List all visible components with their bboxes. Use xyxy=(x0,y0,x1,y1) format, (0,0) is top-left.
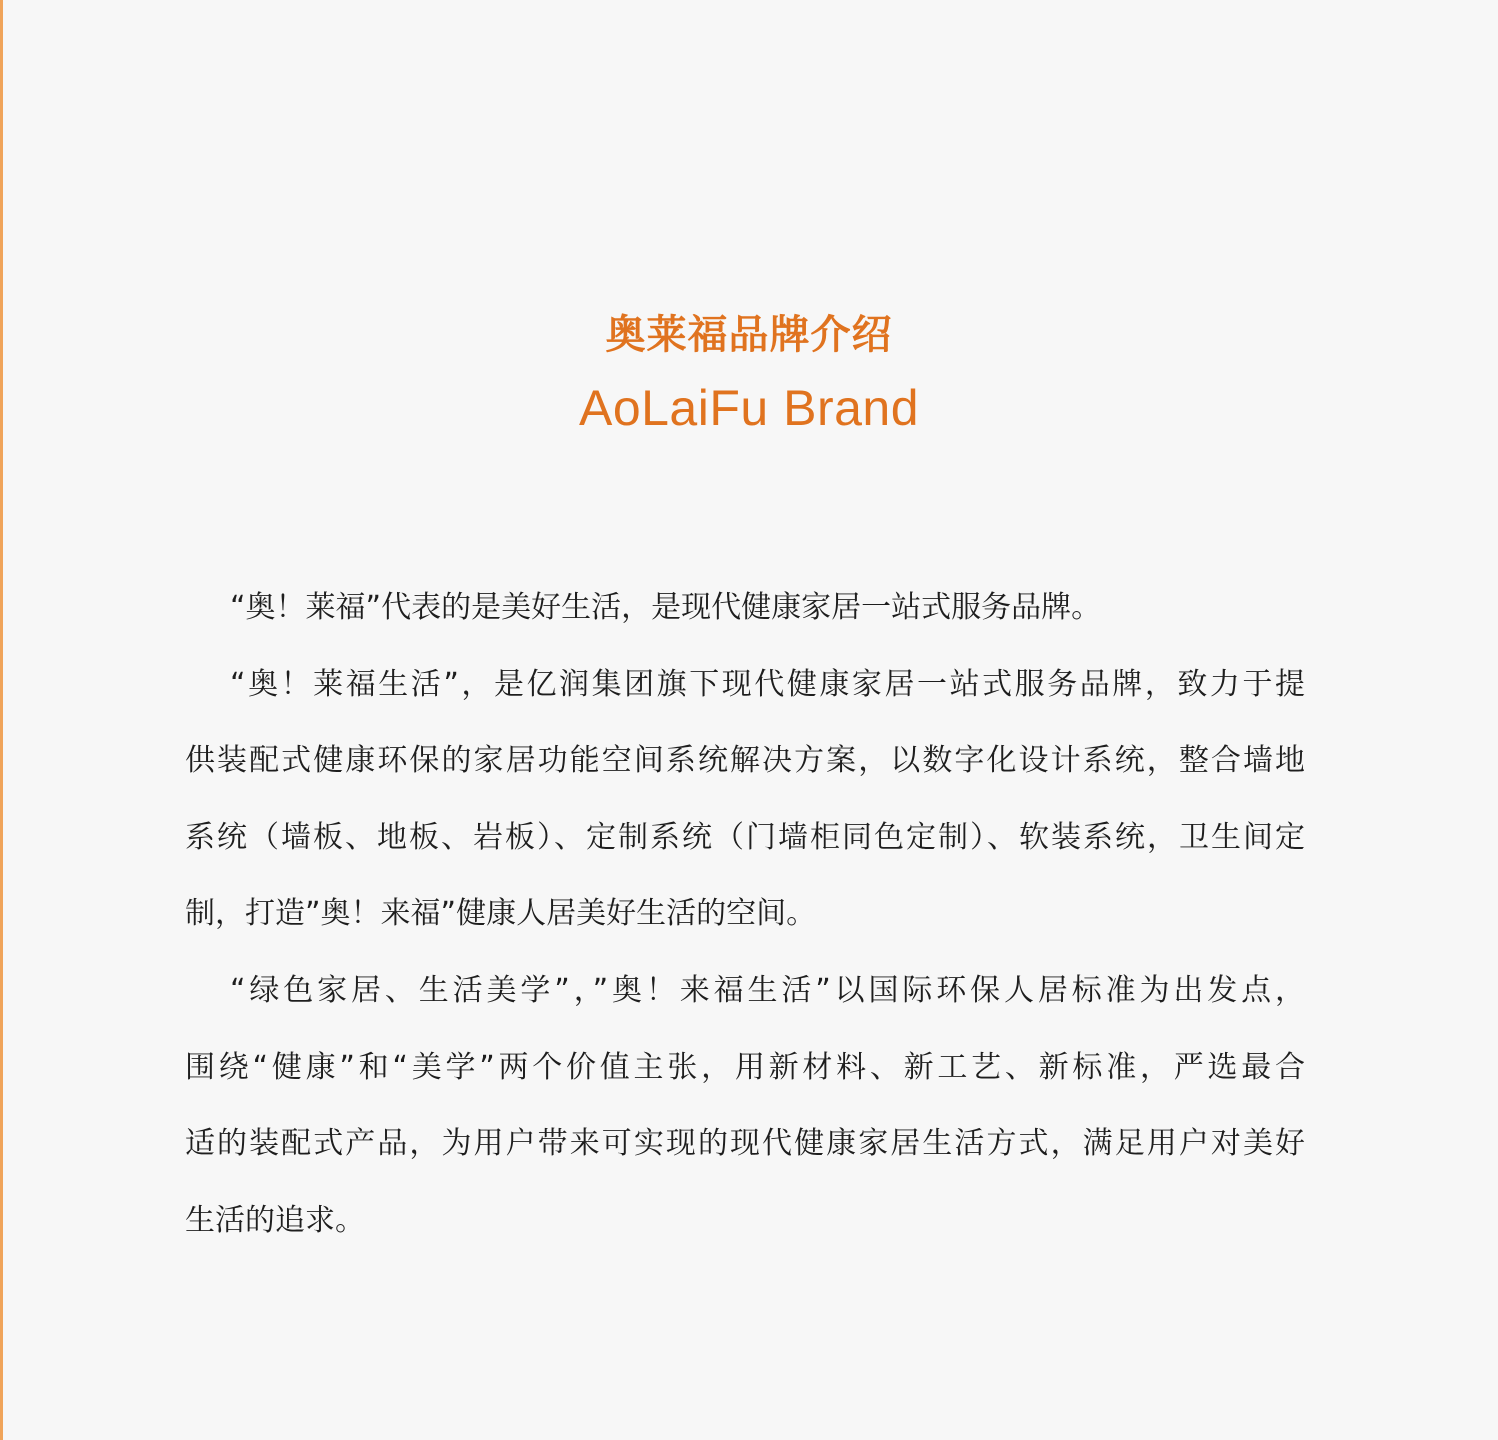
paragraph-3-line-3: 适的装配式产品，为用户带来可实现的现代健康家居生活方式，满足用户对美好 xyxy=(185,1126,1305,1161)
paragraph-3-line-4: 生活的追求。 xyxy=(185,1203,365,1238)
paragraph-2-line-3: 系统（墙板、地板、岩板）、定制系统（门墙柜同色定制）、软装系统，卫生间定 xyxy=(185,820,1305,855)
left-accent-border xyxy=(0,0,3,1440)
paragraph-3-line-1: “绿色家居、生活美学”，”奥！来福生活”以国际环保人居标准为出发点， xyxy=(230,973,1305,1008)
paragraph-2-line-1: “奥！莱福生活”，是亿润集团旗下现代健康家居一站式服务品牌，致力于提 xyxy=(230,667,1305,702)
page-title-english: AoLaiFu Brand xyxy=(578,380,920,436)
paragraph-2-line-4: 制，打造”奥！来福”健康人居美好生活的空间。 xyxy=(185,896,817,931)
page-title-chinese: 奥莱福品牌介绍 xyxy=(605,312,893,358)
paragraph-3-line-2: 围绕“健康”和“美学”两个价值主张，用新材料、新工艺、新标准，严选最合 xyxy=(185,1050,1305,1085)
paragraph-1-line-1: “奥！莱福”代表的是美好生活，是现代健康家居一站式服务品牌。 xyxy=(230,590,1102,625)
paragraph-2-line-2: 供装配式健康环保的家居功能空间系统解决方案，以数字化设计系统，整合墙地 xyxy=(185,743,1305,778)
